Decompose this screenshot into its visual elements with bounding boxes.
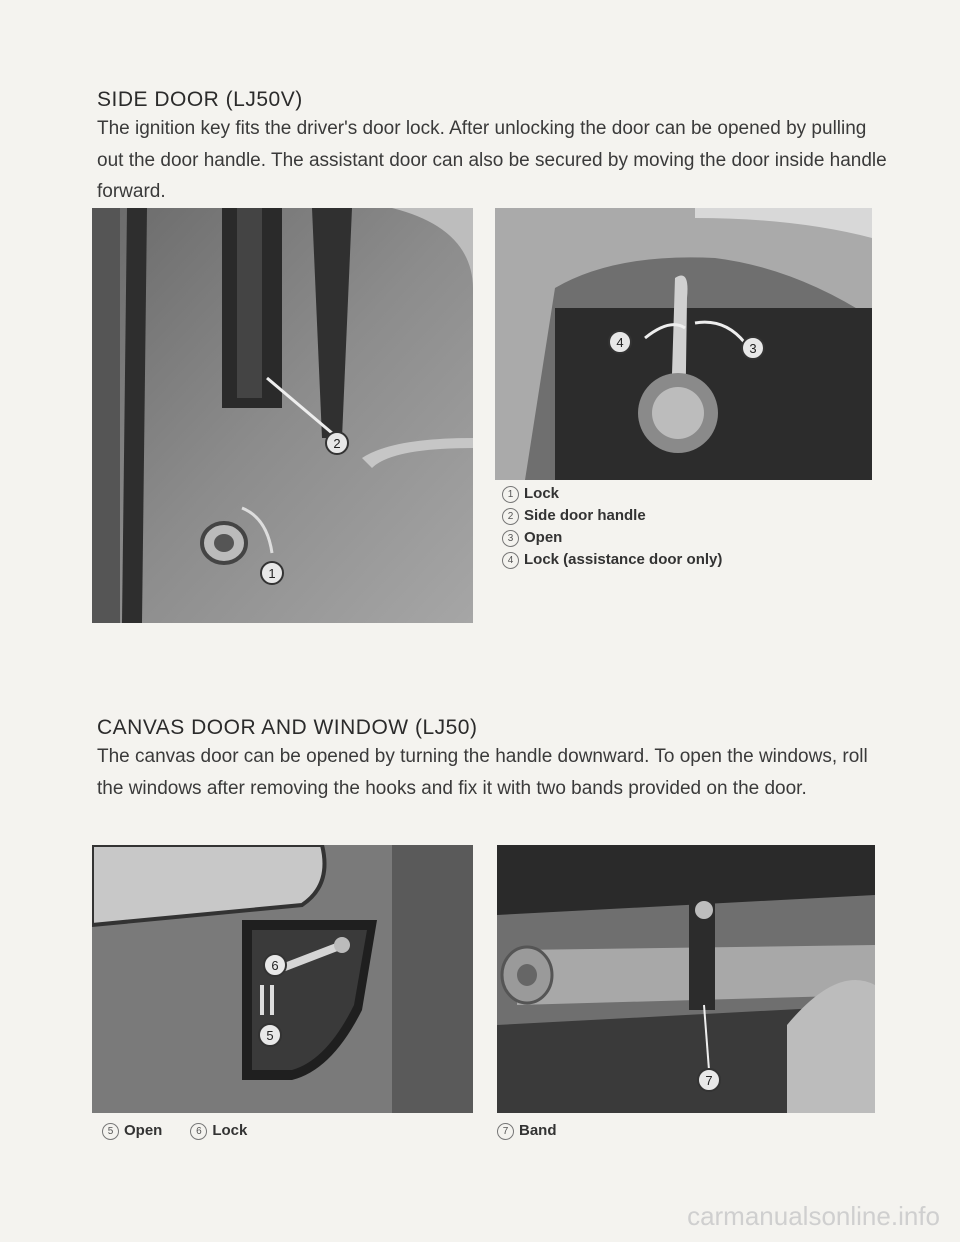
site-watermark: carmanualsonline.info (687, 1201, 940, 1231)
caption-7 (497, 1120, 557, 1142)
caption-text: Lock (assistance door only) (524, 551, 723, 568)
callout-6: 6 (271, 958, 279, 973)
caption-text: Band (519, 1122, 557, 1139)
caption-4 (502, 549, 722, 571)
caption-text: Open (524, 529, 563, 546)
caption-number: 2 (502, 508, 519, 525)
caption-text: Open (124, 1122, 163, 1139)
window-band-photo (497, 845, 875, 1113)
caption-text: Lock (212, 1122, 248, 1139)
caption-2 (502, 505, 722, 527)
caption-number: 5 (102, 1123, 119, 1140)
caption-5 (102, 1120, 162, 1142)
door-lock-photo (92, 208, 473, 623)
callout-1: 1 (268, 566, 276, 581)
caption-text: Lock (524, 485, 560, 502)
callout-3: 3 (749, 341, 757, 356)
inside-handle-photo (495, 208, 872, 480)
canvas-door-heading: CANVAS DOOR AND WINDOW (LJ50) (97, 716, 478, 739)
caption-3 (502, 527, 722, 549)
side-door-heading: SIDE DOOR (LJ50V) (97, 88, 303, 111)
side-door-paragraph: The ignition key fits the driver's door lock. After unlocking the door can be opened by pulling out the door handle. The assistant door can also be secured by moving the door inside handle forward. (97, 118, 887, 202)
canvas-door-captions-right (497, 1120, 557, 1142)
caption-number: 6 (190, 1123, 207, 1140)
caption-6 (190, 1120, 247, 1142)
caption-number: 1 (502, 486, 519, 503)
caption-number: 4 (502, 552, 519, 569)
callout-4: 4 (616, 335, 624, 350)
canvas-door-paragraph: The canvas door can be opened by turning the handle downward. To open the windows, roll the windows after removing the hooks and fix it with two bands provided on the door. (97, 746, 868, 799)
callout-7: 7 (705, 1073, 713, 1088)
caption-text: Side door handle (524, 507, 646, 524)
caption-number: 3 (502, 530, 519, 547)
caption-1 (502, 483, 722, 505)
canvas-door-handle-photo (92, 845, 473, 1113)
caption-number: 7 (497, 1123, 514, 1140)
callout-5: 5 (266, 1028, 274, 1043)
side-door-captions (502, 483, 722, 571)
canvas-door-captions-left (102, 1120, 247, 1142)
callout-2: 2 (333, 436, 341, 451)
